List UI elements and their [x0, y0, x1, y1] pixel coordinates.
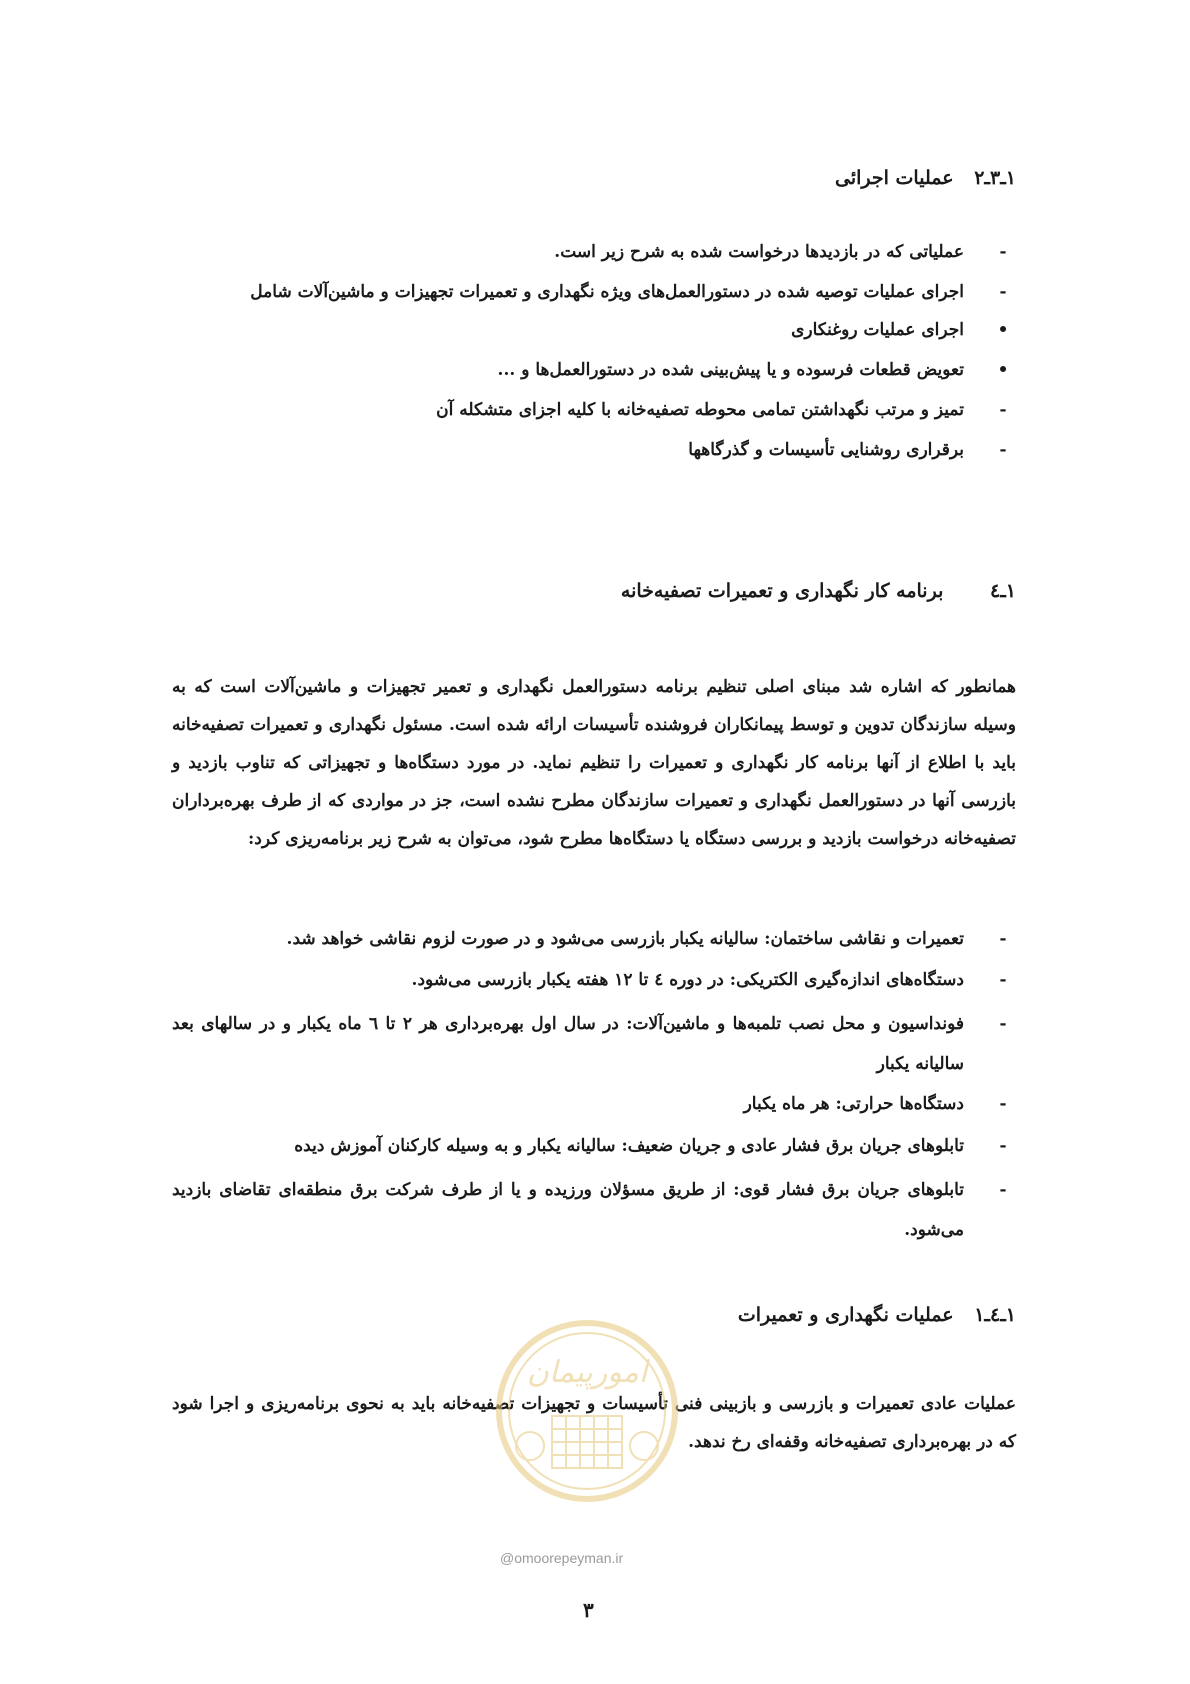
- page-number: ۳: [583, 1598, 594, 1622]
- list-item-text: تعویض قطعات فرسوده و یا پیش‌بینی شده در دستورالعمل‌ها و ...: [497, 360, 964, 380]
- list-marker: -: [999, 440, 1007, 460]
- section-title: عملیات اجرائی: [835, 167, 954, 189]
- list-item-text: تعمیرات و نقاشی ساختمان: سالیانه یکبار بازرسی می‌شود و در صورت لزوم نقاشی خواهد شد.: [286, 929, 964, 949]
- section-heading-1-3-2: [835, 167, 1016, 189]
- svg-text:امورپیمان: امورپیمان: [526, 1355, 648, 1390]
- list-item: [287, 923, 1016, 956]
- bullet-marker: •: [997, 360, 1009, 380]
- list-item: [436, 394, 1016, 427]
- list-marker: -: [999, 400, 1007, 420]
- list-item-text: فونداسیون و محل نصب تلمبه‌ها و ماشین‌آلات: در سال اول بهره‌برداری هر ۲ تا ٦ ماه یکبار و در سالهای بعد سالیانه یکبار: [172, 1014, 964, 1074]
- bullet-marker: •: [997, 320, 1009, 340]
- list-item-text: دستگاه‌ها حرارتی: هر ماه یکبار: [743, 1094, 964, 1114]
- list-item-text: تابلوهای جریان برق فشار قوی: از طریق مسؤلان ورزیده و یا از طرف شرکت برق منطقه‌ای تقاضای بازدید می‌شود.: [172, 1180, 964, 1240]
- paragraph-1-4: همانطور که اشاره شد مبنای اصلی تنظیم برنامه دستورالعمل نگهداری و تعمیر تجهیزات و ماشین‌آلات است که به وسیله سازندگان تدوین و توسط پیمانکاران فروشنده تأسیسات ارائه شده است. مسئول نگهداری و تعمیرات تصفیه‌خانه باید با اطلاع از آنها برنامه کار نگهداری و تعمیرات را تنظیم نماید. در مورد دستگاه‌ها و تجهیزاتی که تناوب بازدید و بازرسی آنها در دستورالعمل نگهداری و تعمیرات سازندگان مطرح نشده است، جز در مواردی که از طرف بهره‌برداران تصفیه‌خانه درخواست بازدید و بررسی دستگاه یا دستگاه‌ها مطرح شود، می‌توان به شرح زیر برنامه‌ریزی کرد:: [172, 677, 1016, 849]
- paragraph-1-4-1: عملیات عادی تعمیرات و بازرسی و بازبینی فنی تأسیسات و تجهیزات تصفیه‌خانه باید به نحوی برنامه‌ریزی و اجرا شود که در بهره‌برداری تصفیه‌خانه وقفه‌ای رخ ندهد.: [172, 1394, 1016, 1452]
- section-number: ۱ـ٤ـ۱: [974, 1304, 1016, 1326]
- section-heading-1-4-1: [738, 1304, 1016, 1326]
- list-item: [791, 314, 1016, 347]
- list-marker: -: [999, 970, 1007, 990]
- list-item: [688, 434, 1016, 467]
- list-item: [250, 276, 1016, 309]
- list-item-text: دستگاه‌های اندازه‌گیری الکتریکی: در دوره ٤ تا ۱۲ هفته یکبار بازرسی می‌شود.: [411, 970, 964, 990]
- list-item-text: تمیز و مرتب نگهداشتن تمامی محوطه تصفیه‌خانه با کلیه اجزای متشکله آن: [436, 400, 964, 420]
- section-title: عملیات نگهداری و تعمیرات: [737, 1304, 954, 1326]
- list-item: [498, 354, 1016, 387]
- section-number: ۱ـ۳ـ۲: [974, 167, 1016, 189]
- list-item-text: اجرای عملیات توصیه شده در دستورالعمل‌های ویژه نگهداری و تعمیرات تجهیزات و ماشین‌آلات شامل: [250, 282, 964, 302]
- list-item: [412, 964, 1016, 997]
- list-marker: -: [999, 282, 1007, 302]
- list-item-text: عملیاتی که در بازدیدها درخواست شده به شرح زیر است.: [554, 242, 964, 262]
- list-marker: -: [999, 929, 1007, 949]
- watermark-logo: [492, 1316, 682, 1506]
- section-heading-1-4: [621, 580, 1016, 602]
- list-item: [172, 1170, 1016, 1250]
- watermark-site: @omoorepeyman.ir: [500, 1550, 624, 1566]
- list-item-text: تابلوهای جریان برق فشار عادی و جریان ضعیف: سالیانه یکبار و به وسیله کارکنان آموزش دیده: [294, 1136, 964, 1156]
- list-marker: -: [999, 1014, 1007, 1034]
- list-marker: -: [999, 242, 1007, 262]
- list-item: [554, 236, 1016, 269]
- list-item-text: اجرای عملیات روغنکاری: [791, 320, 964, 340]
- list-marker: -: [999, 1180, 1007, 1200]
- section-title: برنامه کار نگهداری و تعمیرات تصفیه‌خانه: [620, 580, 944, 602]
- list-item: [294, 1130, 1016, 1163]
- list-item: [744, 1088, 1016, 1121]
- list-item-text: برقراری روشنایی تأسیسات و گذرگاهها: [688, 440, 964, 460]
- list-item: [172, 1004, 1016, 1084]
- section-number: ۱ـ٤: [989, 580, 1016, 602]
- list-marker: -: [999, 1094, 1007, 1114]
- list-marker: -: [999, 1136, 1007, 1156]
